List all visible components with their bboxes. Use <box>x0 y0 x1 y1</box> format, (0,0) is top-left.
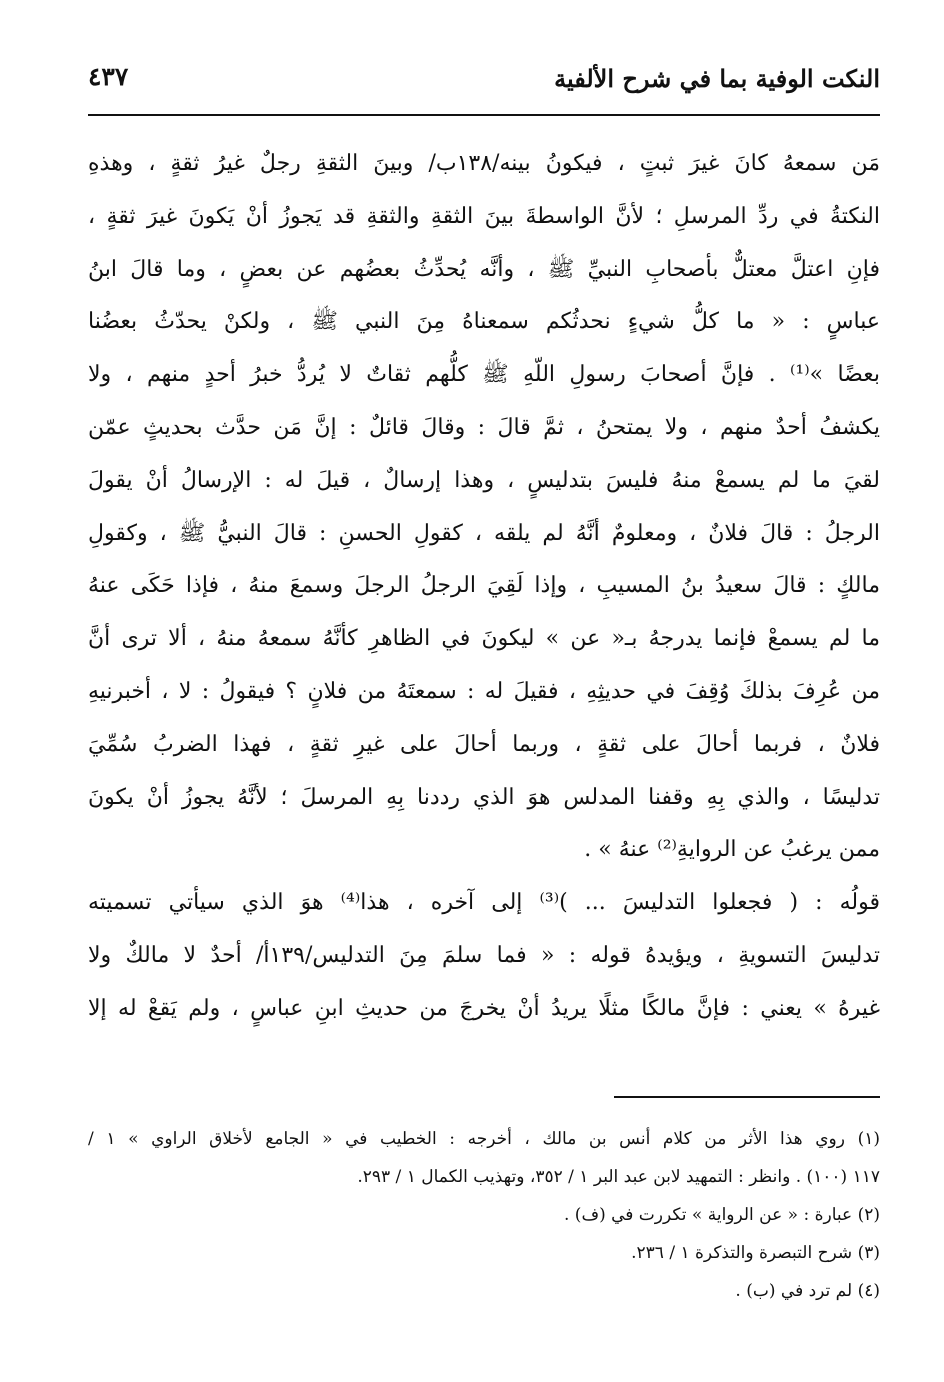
footnote-line: (٢) عبارة : « عن الرواية » تكررت في (ف) . <box>564 1205 880 1225</box>
main-text <box>88 138 880 1036</box>
text-line: يكشفُ أحدٌ منهم ، ولا يمتحنُ ، ثمَّ قالَ : وقالَ قائلٌ : إنَّ مَن حدَّث بحديثٍ عمّن <box>88 414 880 440</box>
text-line: ما لم يسمعْ فإنما يدرجهُ بـ« عن » ليكونَ في الظاهرِ كأنَّهُ سمعهُ منهُ ، ألا ترى أنَّ <box>88 626 880 652</box>
header-rule <box>88 114 880 116</box>
running-title: النكت الوفية بما في شرح الألفية <box>554 64 880 93</box>
text-line: تدليسًا ، والذي بِهِ وقفنا المدلس هوَ الذي رددنا بِهِ المرسلَ ؛ لأنَّهُ يجوزُ أنْ يكونَ <box>88 784 880 810</box>
footnote-line: (٣) شرح التبصرة والتذكرة ١ / ٢٣٦. <box>631 1243 880 1263</box>
text-line: من عُرِفَ بذلكَ وُقِفَ في حديثِهِ ، فقيلَ له : سمعتَهُ من فلانٍ ؟ فيقولُ : لا ، أخبرنيهِ <box>88 678 880 704</box>
page-number: ٤٣٧ <box>88 62 129 91</box>
text-line: فلانٌ ، فربما أحالَ على ثقةٍ ، وربما أحالَ على غيرِ ثقةٍ ، فهذا الضربُ سُمِّيَ <box>88 731 880 757</box>
text-line: بعضًا »⁽¹⁾ . فإنَّ أصحابَ رسولِ اللّهِ ﷺ كلُّهم ثقاتٌ لا يُردُّ خبرُ أحدٍ منهم ، ولا <box>88 362 880 388</box>
text-line: غيرهُ » يعني : فإنَّ مالكًا مثلًا يريدُ أنْ يخرجَ من حديثِ ابنِ عباسٍ ، ولم يَقعْ له إلا <box>88 995 880 1021</box>
footnote-line: (١) روي هذا الأثر من كلام أنس بن مالك ، أخرجه : الخطيب في « الجامع لأخلاق الراوي » ١ / <box>88 1129 880 1149</box>
text-line: لقيَ ما لم يسمعْ منهُ فليسَ بتدليسٍ ، وهذا إرسالٌ ، قيلَ له : الإرسالُ أنْ يقولَ <box>88 467 880 493</box>
footnote-line: (٤) لم ترد في (ب) . <box>735 1281 880 1301</box>
text-line: النكتةُ في ردِّ المرسلِ ؛ لأنَّ الواسطةَ بينَ الثقةِ والثقةِ قد يَجوزُ أنْ يَكونَ غيرَ ثقةٍ ، <box>88 203 880 229</box>
text-line: قولُه : ( فجعلوا التدليسَ ... )⁽³⁾ إلى آخره ، هذا⁽⁴⁾ هوَ الذي سيأتي تسميته <box>88 890 880 916</box>
text-line: ممن يرغبُ عن الروايةِ⁽²⁾ عنهُ » . <box>584 837 880 863</box>
text-line: مالكٍ : قالَ سعيدُ بنُ المسيبِ ، وإذا لَقِيَ الرجلُ الرجلَ وسمعَ منهُ ، فإذا حَكَى عنهُ <box>88 573 880 599</box>
footnote-rule <box>614 1096 880 1098</box>
footnote-line: ١١٧ (١٠٠) . وانظر : التمهيد لابن عبد البر ١ / ٣٥٢، وتهذيب الكمال ١ / ٢٩٣. <box>357 1167 880 1187</box>
text-line: تدليسَ التسويةِ ، ويؤيدهُ قوله : « فما سلمَ مِنَ التدليس/١٣٩أ/ أحدٌ لا مالكٌ ولا <box>88 942 880 968</box>
text-line: الرجلُ : قالَ فلانٌ ، ومعلومٌ أنَّهُ لم يلقه ، كقولِ الحسنِ : قالَ النبيُّ ﷺ ، وكقولِ <box>88 520 880 546</box>
page-header <box>88 56 880 108</box>
text-line: عباسٍ : « ما كلُّ شيءٍ نحدثُكم سمعناهُ مِنَ النبي ﷺ ، ولكنْ يحدّثُ بعضُنا <box>88 309 880 335</box>
text-line: فإنِ اعتلَّ معتلٌّ بأصحابِ النبيِّ ﷺ ، وأنَّه يُحدِّثُ بعضُهم عن بعضٍ ، وما قالَ ابنُ <box>88 256 880 282</box>
text-line: مَن سمعهُ كانَ غيرَ ثبتٍ ، فيكونُ بينه/١٣٨ب/ وبينَ الثقةِ رجلٌ غيرُ ثقةٍ ، وهذهِ <box>88 151 880 176</box>
footnotes <box>88 1120 880 1310</box>
